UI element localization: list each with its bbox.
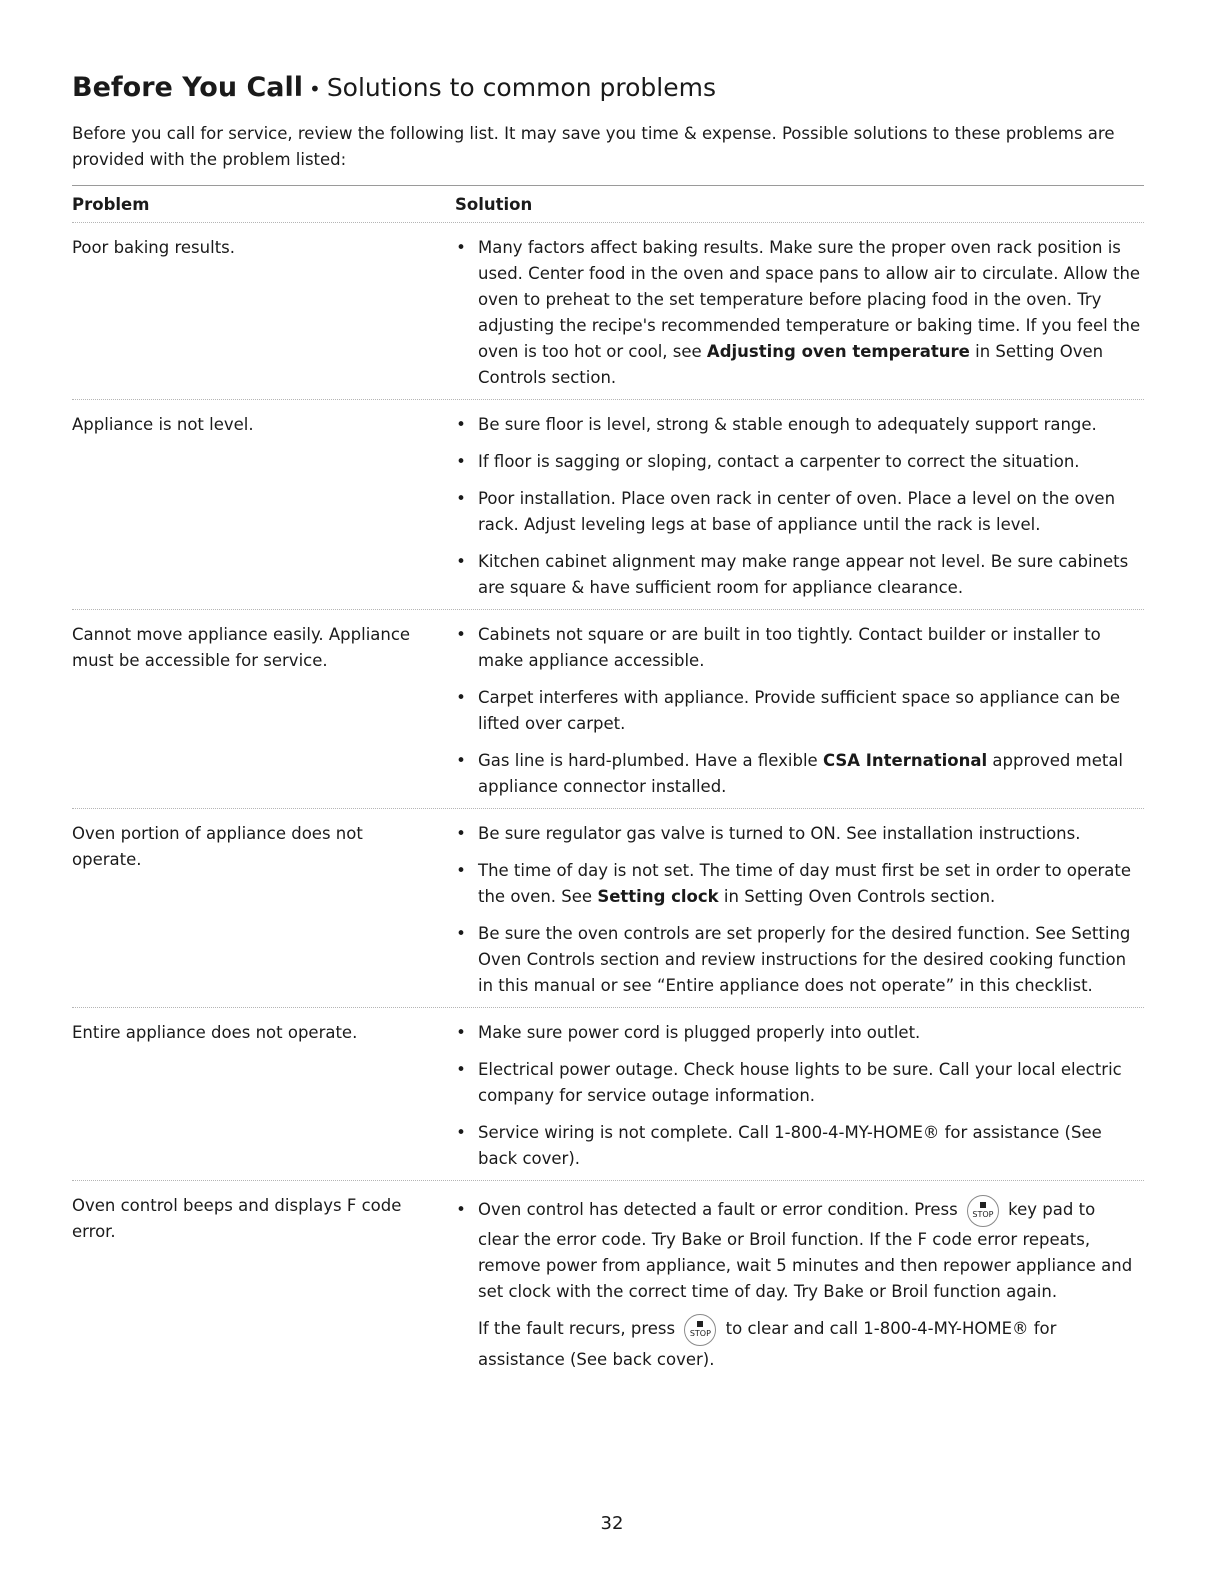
header-problem: Problem (72, 194, 150, 214)
table-row (72, 809, 1144, 1008)
solution-text: Cabinets not square or are built in too tightly. Contact builder or installer to make appliance accessible. (478, 625, 1101, 670)
solution-item (455, 1120, 1144, 1172)
bullet: • (456, 861, 466, 880)
fault-text-2: key pad to (1008, 1200, 1096, 1219)
solution-cell (455, 1020, 1144, 1172)
title-main: Before You Call (72, 72, 304, 103)
bullet: • (456, 452, 466, 471)
solution-text: approved metal appliance connector installed. (478, 751, 1124, 796)
table-row (72, 223, 1144, 400)
fault-text-6: assistance (See back cover). (478, 1350, 715, 1369)
solution-cell (455, 1193, 1144, 1373)
title-separator: • (309, 77, 321, 101)
solution-text: Be sure floor is level, strong & stable enough to adequately support range. (478, 415, 1097, 434)
solution-text: Poor installation. Place oven rack in center of oven. Place a level on the oven rack. Adjust leveling legs at base of appliance until the rack is level. (478, 489, 1116, 534)
solution-item (455, 748, 1144, 800)
solution-text: Be sure the oven controls are set properly for the desired function. See Setting Oven Controls section and review instructions for the desired cooking function in this manual or see “Entire appliance does not operate” in this checklist. (478, 924, 1131, 995)
solution-item (455, 821, 1144, 847)
solution-item (455, 1020, 1144, 1046)
solution-text: The time of day is not set. The time of day must first be set in order to operate the oven. See (478, 861, 1132, 906)
solution-item (455, 235, 1144, 391)
solution-cell (455, 622, 1144, 800)
solution-bold-text: CSA International (822, 751, 988, 770)
table-row (72, 1008, 1144, 1181)
problem-text: Appliance is not level. (72, 415, 254, 434)
solution-text: Electrical power outage. Check house lights to be sure. Call your local electric company for service outage information. (478, 1060, 1122, 1105)
bullet: • (456, 1123, 466, 1142)
bullet: • (456, 688, 466, 707)
solution-text: in Setting Oven Controls section. (718, 887, 996, 906)
solution-item (455, 1193, 1144, 1373)
solution-cell (455, 235, 1144, 391)
problem-text: Poor baking results. (72, 238, 236, 257)
problem-text: Cannot move appliance easily. Appliance must be accessible for service. (72, 625, 411, 670)
solution-text: Be sure regulator gas valve is turned to ON. See installation instructions. (478, 824, 1081, 843)
problem-text: Oven control beeps and displays F code error. (72, 1196, 402, 1241)
intro-text: Before you call for service, review the following list. It may save you time & expense. Possible solutions to these problems are provided with the problem listed: (72, 124, 1115, 169)
fault-text-1: Oven control has detected a fault or error condition. Press (478, 1200, 958, 1219)
bullet: • (456, 489, 466, 508)
solution-item (455, 921, 1144, 999)
solution-bold-text: Adjusting oven temperature (706, 342, 970, 361)
problem-text: Entire appliance does not operate. (72, 1023, 358, 1042)
table-row (72, 610, 1144, 809)
fault-text-5: to clear and call 1-800-4-MY-HOME® for (725, 1319, 1057, 1338)
solution-item (455, 412, 1144, 438)
bullet: • (456, 1200, 466, 1219)
bullet: • (456, 824, 466, 843)
solution-item (455, 622, 1144, 674)
solution-text: Many factors affect baking results. Make sure the proper oven rack position is used. Center food in the oven and space pans to allow air to circulate. Allow the oven to preheat to the set temperature before placing food in the oven. Try adjusting the recipe's recommended temperature or baking time. If you feel the oven is too hot or cool, see (478, 238, 1141, 361)
table-row (72, 400, 1144, 610)
solution-text: Gas line is hard-plumbed. Have a flexible (478, 751, 823, 770)
stop-key-icon (967, 1195, 999, 1227)
bullet: • (456, 924, 466, 943)
stop-key-label: STOP (689, 1328, 711, 1338)
solution-cell (455, 821, 1144, 999)
bullet: • (456, 625, 466, 644)
table-row-fault (72, 1181, 1144, 1381)
bullet: • (456, 1060, 466, 1079)
solution-bold-text: Setting clock (597, 887, 719, 906)
solution-item (455, 549, 1144, 601)
solution-item (455, 449, 1144, 475)
title-subtitle: Solutions to common problems (326, 73, 716, 102)
solution-text: in Setting Oven Controls section. (478, 342, 1104, 387)
solution-item (455, 858, 1144, 910)
bullet: • (456, 415, 466, 434)
stop-key-icon (684, 1314, 716, 1346)
bullet: • (456, 552, 466, 571)
solution-item (455, 685, 1144, 737)
solution-item (455, 1057, 1144, 1109)
solution-item (455, 486, 1144, 538)
header-solution: Solution (455, 194, 533, 214)
bullet: • (456, 238, 466, 257)
solution-text: Service wiring is not complete. Call 1-800-4-MY-HOME® for assistance (See back cover). (478, 1123, 1102, 1168)
fault-text-4: If the fault recurs, press (478, 1319, 676, 1338)
problem-table (72, 223, 1144, 1181)
problem-text: Oven portion of appliance does not operate. (72, 824, 363, 869)
page-title (72, 70, 1144, 107)
fault-text-3: clear the error code. Try Bake or Broil function. If the F code error repeats, remove power from appliance, wait 5 minutes and then repower appliance and set clock with the correct time of day. Try Bake or Broil function again. (478, 1230, 1133, 1301)
solution-text: If floor is sagging or sloping, contact a carpenter to correct the situation. (478, 452, 1080, 471)
stop-key-label: STOP (972, 1209, 994, 1219)
table-header (72, 186, 1144, 223)
bullet: • (456, 751, 466, 770)
solution-text: Make sure power cord is plugged properly into outlet. (478, 1023, 921, 1042)
page-number: 32 (600, 1513, 624, 1534)
bullet: • (456, 1023, 466, 1042)
solution-cell (455, 412, 1144, 601)
solution-text: Kitchen cabinet alignment may make range appear not level. Be sure cabinets are square & have sufficient room for appliance clearance. (478, 552, 1129, 597)
solution-text: Carpet interferes with appliance. Provide sufficient space so appliance can be lifted over carpet. (478, 688, 1121, 733)
page-content (72, 70, 1144, 1381)
